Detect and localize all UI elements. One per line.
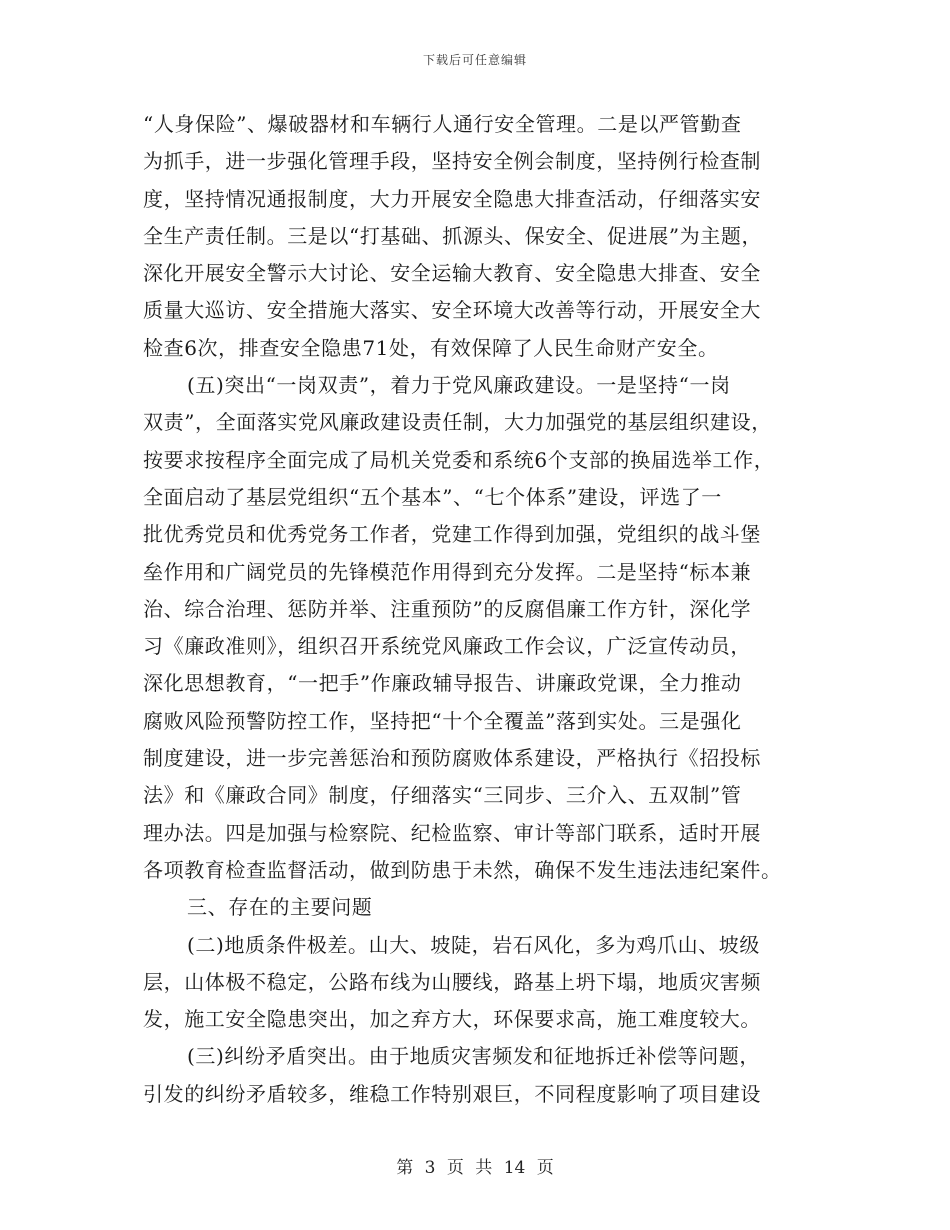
text-line: 批优秀党员和优秀党务工作者，党建工作得到加强，党组织的战斗堡 xyxy=(143,522,761,547)
text-line: 理办法。四是加强与检察院、纪检监察、审计等部门联系，适时开展 xyxy=(143,820,761,845)
text-line: 为抓手，进一步强化管理手段，坚持安全例会制度，坚持例行检查制 xyxy=(143,149,761,174)
text-line: 层，山体极不稳定，公路布线为山腰线，路基上坍下塌，地质灾害频 xyxy=(143,969,761,994)
text-line: (三)纠纷矛盾突出。由于地质灾害频发和征地拆迁补偿等问题， xyxy=(187,1044,761,1069)
text-line: 发，施工安全隐患突出，加之弃方大，环保要求高，施工难度较大。 xyxy=(143,1007,761,1032)
text-line: 垒作用和广阔党员的先锋模范作用得到充分发挥。二是坚持“标本兼 xyxy=(143,559,752,584)
text-line: 质量大巡访、安全措施大落实、安全环境大改善等行动，开展安全大 xyxy=(143,298,761,323)
text-line: 治、综合治理、惩防并举、注重预防”的反腐倡廉工作方针，深化学 xyxy=(143,596,752,621)
text-line: 深化思想教育，“一把手”作廉政辅导报告、讲廉政党课，全力推动 xyxy=(143,671,742,696)
text-line: 度，坚持情况通报制度，大力开展安全隐患大排查活动，仔细落实安 xyxy=(143,186,761,211)
text-line: 腐败风险预警防控工作，坚持把“十个全覆盖”落到实处。三是强化 xyxy=(143,708,742,733)
text-line: 全面启动了基层党组织“五个基本”、“七个体系”建设，评选了一 xyxy=(143,484,722,509)
text-line: 习《廉政准则》，组织召开系统党风廉政工作会议，广泛宣传动员， xyxy=(143,634,751,659)
text-line: 法》和《廉政合同》制度，仔细落实“三同步、三介入、五双制”管 xyxy=(143,783,742,808)
text-line: (五)突出“一岗双责”，着力于党风廉政建设。一是坚持“一岗 xyxy=(187,373,731,398)
text-line: 全生产责任制。三是以“打基础、抓源头、保安全、促进展”为主题， xyxy=(143,223,763,248)
document-body xyxy=(143,106,813,1113)
page-footer: 第 3 页 共 14 页 xyxy=(396,1158,554,1178)
text-line: 制度建设，进一步完善惩治和预防腐败体系建设，严格执行《招投标 xyxy=(143,746,761,771)
text-line: 引发的纠纷矛盾较多，维稳工作特别艰巨，不同程度影响了项目建设 xyxy=(143,1081,761,1106)
text-line: 检查6次，排查安全隐患71处，有效保障了人民生命财产安全。 xyxy=(143,335,719,360)
text-line: 三、存在的主要问题 xyxy=(187,895,373,920)
text-line: 按要求按程序全面完成了局机关党委和系统6个支部的换届选举工作， xyxy=(143,447,775,472)
text-line: 双责”，全面落实党风廉政建设责任制，大力加强党的基层组织建设， xyxy=(143,410,772,435)
page-header: 下载后可任意编辑 xyxy=(422,53,527,67)
text-line: 深化开展安全警示大讨论、安全运输大教育、安全隐患大排查、安全 xyxy=(143,261,761,286)
text-line: “人身保险”、爆破器材和车辆行人通行安全管理。二是以严管勤查 xyxy=(143,112,742,136)
text-line: 各项教育检查监督活动，做到防患于未然，确保不发生违法违纪案件。 xyxy=(143,857,782,882)
text-line: (二)地质条件极差。山大、坡陡，岩石风化，多为鸡爪山、坡级 xyxy=(187,932,761,957)
